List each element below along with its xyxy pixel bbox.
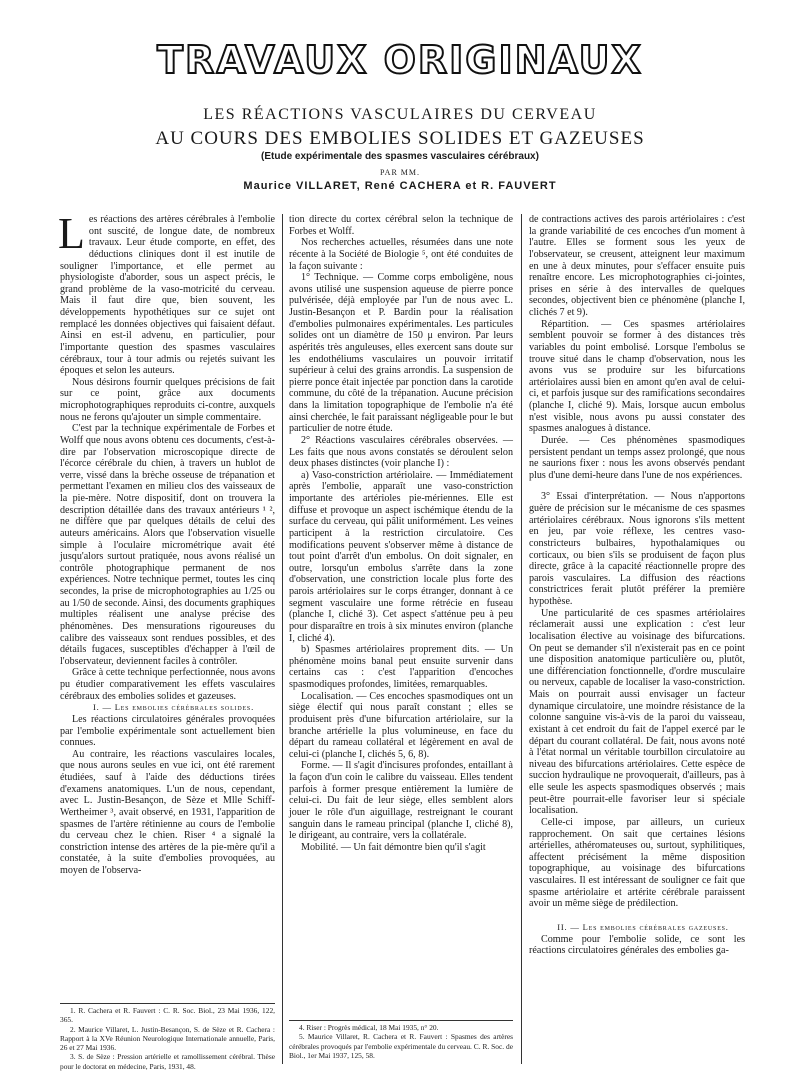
footnote-5: 5. Maurice Villaret, R. Cachera et R. Fauvert : Spasmes des artères cérébrales provoqués par l'embolie expérimentale du cerveau. C. R. Soc. de Biol., 1er Mai 1937, 125, 58. [289,1032,513,1060]
col1-footnotes [60,1006,275,1071]
article-title-line2: AU COURS DES EMBOLIES SOLIDES ET GAZEUSES [155,128,645,149]
drop-cap: L [58,209,85,258]
column-2 [289,214,513,853]
col3-para-7: Comme pour l'embolie solide, ce sont les réactions circulatoires générales des embolies ga- [529,933,745,957]
par-label: PAR MM. [379,168,421,177]
col2-para-2: Nos recherches actuelles, résumées dans une note récente à la Société de Biologie ⁵, ont été conduites de la façon suivante : [289,237,513,272]
col1-para-4: Grâce à cette technique perfectionnée, nous avons pu étudier comparativement les effets vasculaires cérébraux des embolies solides et gazeuses. [60,667,275,702]
footnote-1: 1. R. Cachera et R. Fauvert : C. R. Soc. Biol., 23 Mai 1936, 122, 365. [60,1006,275,1025]
col2-para-9: Mobilité. — Un fait démontre bien qu'il s'agit [301,841,486,853]
col2-footnotes [289,1023,513,1060]
col3-para-1: de contractions actives des parois artériolaires : c'est la grande variabilité de ces encoches d'un moment à l'autre. Elles se forment sous les yeux de l'observateur, se creusent, atteignent leur maximum en une à deux minutes, pour s'effacer ensuite puis renaître encore. Les microphotographies ci-jointes, prises en série à des intervalles de quelques secondes, objectivent bien ce phénomène (planche I, clichés 7 et 9). [529,214,745,318]
col1-para-1: Les réactions des artères cérébrales à l'embolie ont suscité, de longue date, de nombreux travaux. Leur étude comporte, en effet, des déductions cliniques dont il est inutile de souligner l'importance, et elle permet au physiologiste d'aborder, sous un aspect précis, le grand problème de la vaso-motricité du cerveau. Mais il faut dire que, bien souvent, les développements hypothétiques sur ce sujet ont remplacé les données objectives qui faisaient défaut. Ainsi en est-il advenu, en particulier, pour l'importante question des spasmes vasculaires cérébraux, tour à tour admis ou rejetés suivant les époques et selon les auteurs. [58,209,275,377]
section-heading-1: I. — Les embolies cérébrales solides. [92,702,254,713]
footnote-2: 2. Maurice Villaret, L. Justin-Besançon, S. de Sèze et R. Cachera : Rapport à la XVe Réunion Neurologique Internationale annuelle, Paris, 26 et 27 Mai 1936. [60,1024,275,1053]
footnote-rule-2 [289,1020,513,1021]
col2-para-5: a) Vaso-constriction artériolaire. — Immédiatement après l'embolie, apparaît une vaso-constriction importante des artérioles pie-mériennes. Elle est diffuse et provoque un aspect ischémique étendu de la surface du cerveau, qui pâlit uniformément. Les veines participent à la restriction circulatoire. Ces modifications peuvent s'observer même à distance de tout point d'arrêt d'un embolus. On doit signaler, en outre, lorsqu'un embolus s'arrête dans la zone d'observation, une constriction locale plus forte des parois artériolaires sur le corps étranger, donnant à ce segment vasculaire une forme rétrécie en fuseau (planche I, cliché 3). Cet aspect s'atténue peu à peu pour disparaître en trois à six minutes environ (planche I, cliché 4). [289,469,513,644]
section-heading-2: II. — Les embolies cérébrales gazeuses. [557,921,729,932]
col3-para-3: Durée. — Ces phénomènes spasmodiques persistent pendant un temps assez prolongé, que nous ne saurions fixer : nous les avons observés pendant plus d'une demi-heure dans l'une de nos expériences. [529,434,745,481]
col3-para-5: Une particularité de ces spasmes artériolaires réclamerait aussi une explication : c'est leur localisation élective au voisinage des bifurcations. On peut se demander s'il n'existerait pas en ce point une disposition anatomique particulière ou, plutôt, une différenciation fonctionnelle, d'ordre musculaire ou nerveux, capable de localiser la vaso-constriction. Mais on pourrait aussi envisager un facteur dynamique circulatoire, une moindre résistance de la colonne sanguine vis-à-vis de la paroi du vaisseau, existant à cet endroit du fait de l'appel exercé par le départ du courant collatéral. De fait, nous avons noté à l'état normal un véritable tourbillon circulatoire au niveau des bifurcations artériolaires. Cette espèce de succion hydraulique ne provoquerait, d'ailleurs, pas à elle seule les aspects spasmodiques observés ; mais peut-être pourrait-elle favoriser leur si spéciale localisation. [529,607,745,817]
col2-para-8: Forme. — Il s'agit d'incisures profondes, entaillant à la façon d'un coin le calibre du vaisseau. Elles tendent parfois à former presque entièrement la lumière de celui-ci. Du fait de leur siège, elles semblent alors jouer le rôle d'un aiguillage, restreignant le courant sanguin dans le rameau principal (planche I, cliché 8), le dirigeant, au contraire, vers la collatérale. [289,760,513,842]
col3-para-4: 3° Essai d'interprétation. — Nous n'apportons guère de précision sur le mécanisme de ces spasmes artériolaires cérébraux. Nous ignorons s'ils mettent en jeu, par voie réflexe, les centres vaso-constricteurs bulbaires, hypothalamiques ou corticaux, ou bien s'ils se produisent de façon plus directe, grâce à la capacité réactionnelle propre des parois vasculaires. La diffusion des réactions constrictrices ferait plutôt préférer la première hypothèse. [529,491,745,607]
authors: Maurice VILLARET, René CACHERA et R. FAUVERT [243,180,557,192]
col1-para-3: C'est par la technique expérimentale de Forbes et Wolff que nous avons obtenu ces documents, c'est-à-dire par l'observation microscopique directe de l'écorce cérébrale du chien, à travers un hublot de verre, vissé dans la brèche osseuse de trépanation et permettant l'examen en milieu clos des vaisseaux de la pie-mère. Notre dispositif, dont on trouvera la description détaillée dans des travaux antérieurs ¹ ², ne diffère que par quelques détails de celui des auteurs américains. Alors que l'observation visuelle simple à l'oculaire micrométrique avait été jusqu'alors surtout pratiquée, nous avons réalisé un contrôle photographique permanent de nos expériences. Notre technique permet, toutes les cinq secondes, la prise de microphotographies au 1/25 ou au 1/50 de seconde. Ainsi, des documents graphiques multiples réalisent une analyse précise des phénomènes. Des mensurations rigoureuses du calibre des vaisseaux sont rendues possibles, et des détails fugaces, susceptibles d'échapper à l'œil de l'observateur, deviennent faciles à contrôler. [60,423,276,667]
col1-para-2: Nous désirons fournir quelques précisions de fait sur ce point, grâce aux documents microphotographiques reproduits ci-contre, auxquels nous ne ferons qu'ajouter un simple commentaire. [60,376,275,423]
col2-para-6: b) Spasmes artériolaires proprement dits. — Un phénomène moins banal peut ensuite survenir dans certains cas : c'est l'apparition d'encoches spasmodiques profondes, limitées, remarquables. [289,644,513,690]
footnote-rule-1 [60,1003,275,1004]
col2-para-4: 2° Réactions vasculaires cérébrales observées. — Les faits que nous avons constatés se déroulent selon deux phases distinctes (voir planche I) : [289,434,513,470]
col3-para-6: Celle-ci impose, par ailleurs, un curieux rapprochement. On sait que certaines lésions artérielles, athéromateuses ou, surtout, syphilitiques, affectent précisément la même disposition topographique, au voisinage des bifurcations vasculaires. Il est intéressant de souligner ce fait que spasme artériolaire et artérite cérébrale paraissent avoir un même siège de prédilection. [529,816,745,910]
footnote-3: 3. S. de Sèze : Pression artérielle et ramollissement cérébral. Thèse pour le doctorat en médecine, Paris, 1931, 48. [60,1052,275,1071]
footnote-4: 4. Riser : Progrès médical, 18 Mai 1935, n° 20. [299,1023,439,1032]
column-3 [529,214,745,957]
banner-title: TRAVAUX ORIGINAUX [157,38,643,82]
col2-para-3: 1° Technique. — Comme corps emboligène, nous avons utilisé une suspension aqueuse de pierre ponce pulvérisée, déjà employée par l'un de nous avec L. Justin-Besançon et P. Bardin pour la réalisation d'embolies pulmonaires expérimentales. Les particules solides ont un diamètre de 150 μ environ. Par leurs aspérités très anguleuses, elles exercent sans doute sur les endothéliums vasculaires un pouvoir irritatif supérieur à celui des grains arrondis. La suspension de pierre ponce était injectée par ponction dans la carotide commune, du côté de la trépanation. Aucune précision dans la limitation topographique de l'embolie n'a été ainsi cherchée, le fait paraissant négligeable pour le but particulier de notre étude. [289,272,513,435]
col2-para-1: tion directe du cortex cérébral selon la technique de Forbes et Wolff. [289,214,513,237]
article-subtitle: (Etude expérimentale des spasmes vasculaires cérébraux) [261,151,539,162]
col1-para-5: Les réactions circulatoires générales provoquées par l'embolie expérimentale sont actuellement bien connues. [60,713,275,749]
article-title-line1: LES RÉACTIONS VASCULAIRES DU CERVEAU [203,106,597,123]
column-1 [58,209,276,877]
col2-para-7: Localisation. — Ces encoches spasmodiques ont un siège électif qui nous paraît constant ; elles se produisent près d'une bifurcation artériolaire, sur la branche artérielle la plus volumineuse, en face du départ du rameau collatéral et légèrement en aval de celui-ci (planche I, clichés 5, 6, 8). [289,690,513,760]
col3-para-2: Répartition. — Ces spasmes artériolaires semblent pouvoir se former à des distances très variables du point embolisé. Lorsque l'embolus se trouve situé dans le champ d'observation, nous les avons vus se produire sur les bifurcations artériolaires aussi bien en amont qu'en aval de celui-ci, et parfois jusque sur des ramifications secondaires (planche I, cliché 9). Mais, lorsque aucun embolus n'est visible, nous avons pu aussi constater des spasmes analogues à distance. [529,318,745,435]
column-divider-1 [282,214,283,1064]
col1-para-6: Au contraire, les réactions vasculaires locales, que nous aurons seules en vue ici, ont été rarement étudiées, sauf à l'aide des déductions tirées d'examens anatomiques. L'un de nous, cependant, avec L. Justin-Besançon, de Sèze et Mlle Schiff-Wertheimer ³, avait observé, en 1931, l'apparition de spasmes de l'artère rétinienne au cours de l'embolie du cerveau chez le chien. Riser ⁴ a signalé la constriction intense des artères de la pie-mère qu'il a constatée, à la suite d'embolies provoquées, au moyen de l'observa- [60,748,275,876]
column-divider-2 [521,214,522,1064]
